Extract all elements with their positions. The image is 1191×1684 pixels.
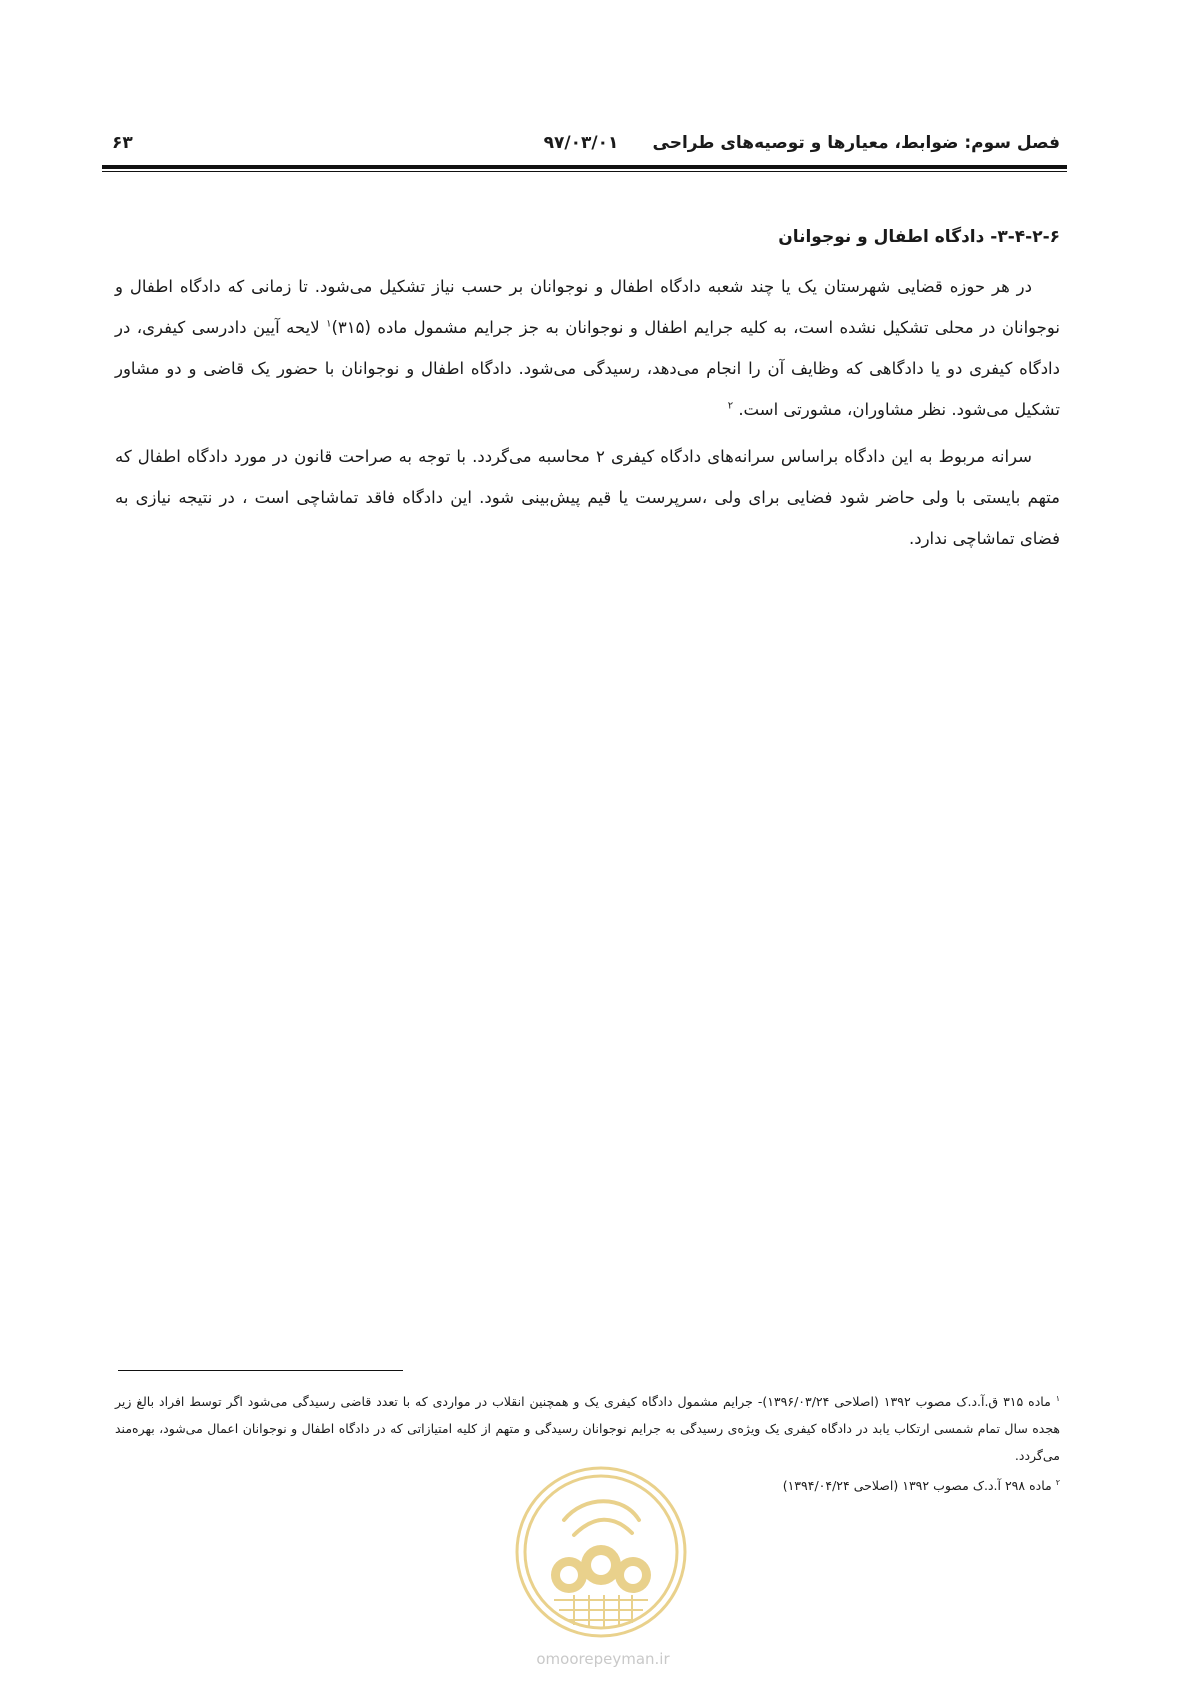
footnote-separator [118, 1370, 403, 1371]
section-heading: ۳-۴-۲-۶- دادگاه اطفال و نوجوانان [778, 227, 1060, 247]
paragraph-1-text-b: لایحه آیین دادرسی کیفری، در دادگاه کیفری دو یا دادگاهی که وظایف آن را انجام می‌دهد، رسیدگی می‌شود. دادگاه اطفال و نوجوانان با حضور یک قاضی و دو مشاور تشکیل می‌شود. نظر مشاوران، مشورتی است. [115, 318, 1060, 419]
footnote-1 [115, 1385, 1060, 1469]
footnote-2-marker: ۲ [1055, 1478, 1060, 1488]
paragraph-2: سرانه مربوط به این دادگاه براساس سرانه‌های دادگاه کیفری ۲ محاسبه می‌گردد. با توجه به صراحت قانون در مورد دادگاه اطفال که متهم بایستی با ولی حاضر شود فضایی برای ولی ،سرپرست یا قیم پیش‌بینی شود. این دادگاه فاقد تماشاچی است ، در نتیجه نیازی به فضای تماشاچی ندارد. [115, 447, 1060, 548]
page-number: ۶۳ [112, 133, 133, 153]
paragraph-1 [115, 266, 1060, 430]
footnote-1-text: ماده ۳۱۵ ق.آ.د.ک مصوب ۱۳۹۲ (اصلاحی ۱۳۹۶/۰۳/۲۴)- جرایم مشمول دادگاه کیفری یک و همچنین انقلاب در مواردی که با تعدد قاضی رسیدگی می‌شود اگر توسط افراد بالغ زیر هجده سال تمام شمسی ارتکاب یابد در دادگاه کیفری یک ویژه‌ی رسیدگی به جرایم نوجوانان رسیدگی و متهم از کلیه امتیازاتی که در دادگاه اطفال و نوجوانان اعمال می‌شود، بهره‌مند می‌گردد. [115, 1394, 1060, 1464]
footnote-1-marker: ۱ [1055, 1394, 1060, 1403]
chapter-title: فصل سوم: ضوابط، معیارها و توصیه‌های طراحی [652, 133, 1060, 153]
main-content [115, 222, 1060, 565]
footnote-2-text: ماده ۲۹۸ آ.د.ک مصوب ۱۳۹۲ (اصلاحی ۱۳۹۴/۰۴/۲۴) [782, 1478, 1056, 1494]
watermark-seal-icon [514, 1465, 688, 1639]
header-rule-thick [102, 165, 1067, 169]
watermark-url: omoorepeyman.ir [536, 1650, 670, 1668]
footnote-ref-2: ۲ [727, 400, 734, 412]
footnote-ref-1: ۱ [326, 318, 332, 330]
header-rule-thin [102, 171, 1067, 172]
header-date: ۹۷/۰۳/۰۱ [543, 133, 619, 153]
paragraph-1-text-a: در هر حوزه قضایی شهرستان یک یا چند شعبه دادگاه اطفال و نوجوانان بر حسب نیاز تشکیل می‌شود. تا زمانی که دادگاه اطفال و نوجوانان در محلی تشکیل نشده است، به کلیه جرایم اطفال و نوجوانان به جز جرایم مشمول ماده (۳۱۵) [115, 277, 1060, 337]
page-header [102, 128, 1060, 158]
